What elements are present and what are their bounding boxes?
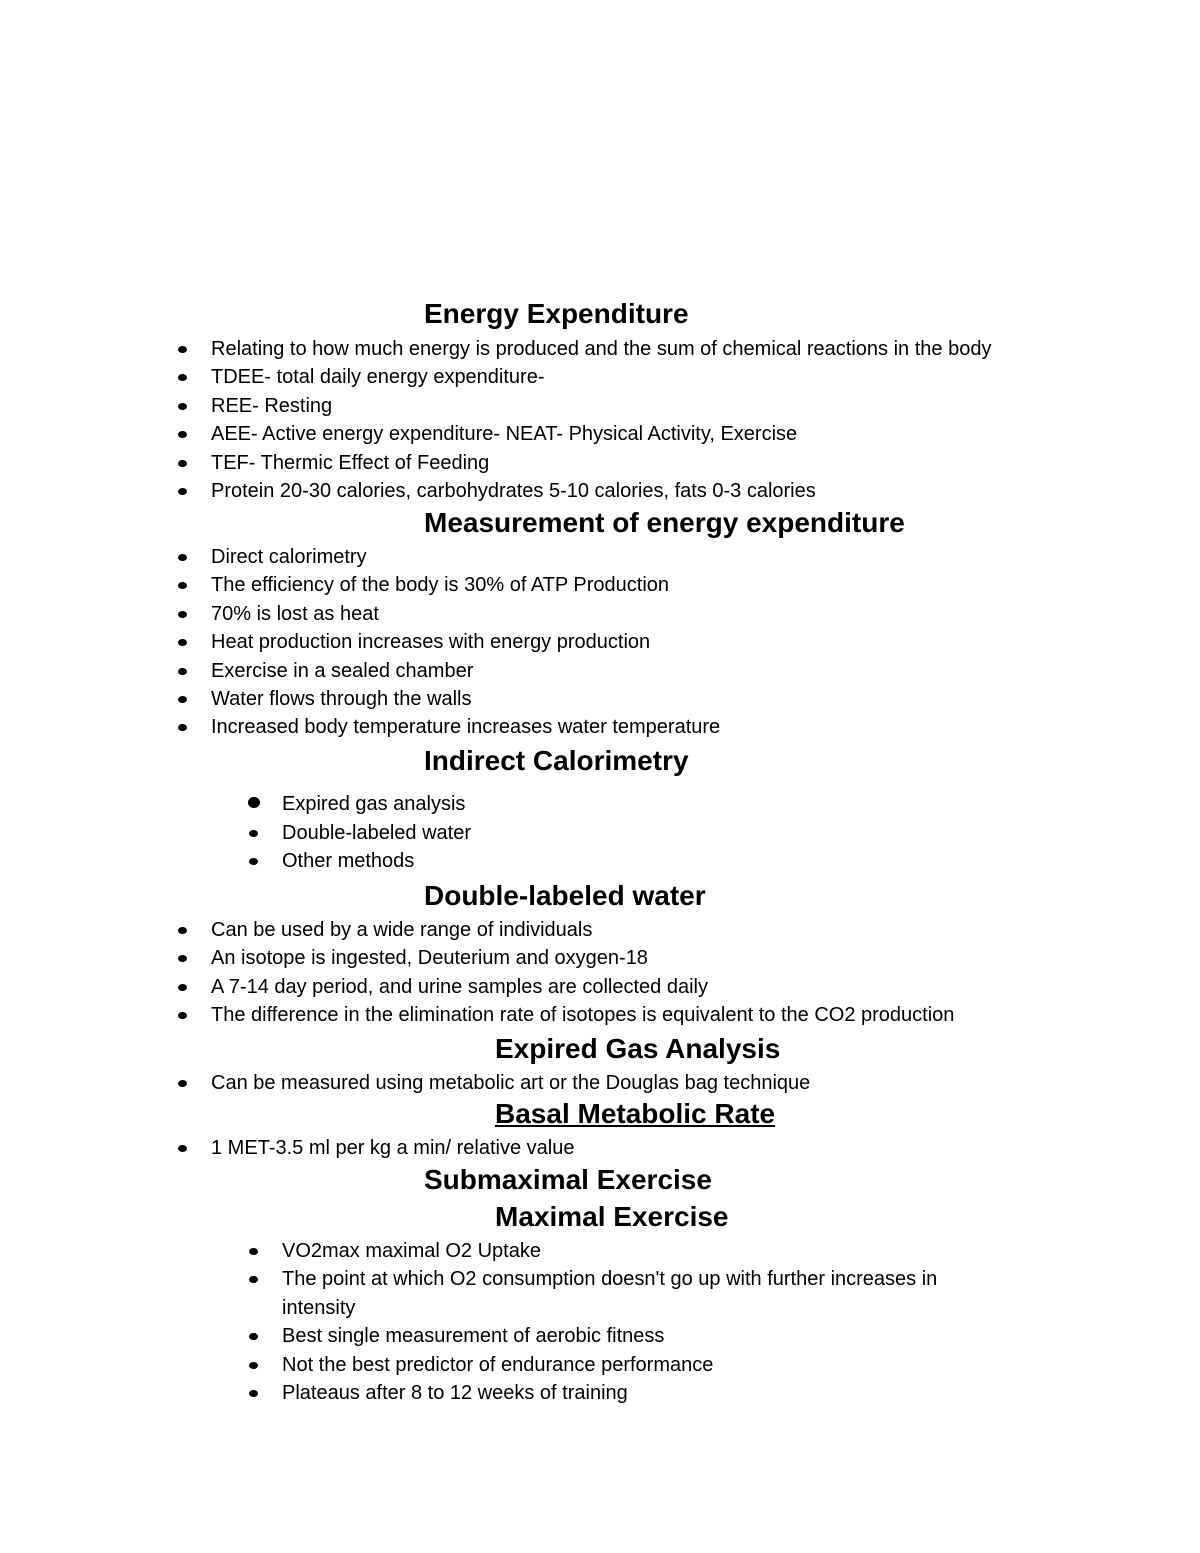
- bullet-icon: [178, 1080, 187, 1087]
- list-energy-expenditure: [178, 335, 991, 505]
- bullet-icon: [178, 488, 187, 495]
- heading-submaximal-exercise: Submaximal Exercise: [424, 1164, 712, 1195]
- list-double-labeled-water: [178, 916, 954, 1030]
- bullet-icon: [178, 696, 187, 703]
- list-item: Other methods: [249, 847, 471, 875]
- list-item: Not the best predictor of endurance performance: [249, 1351, 1002, 1379]
- list-item: Heat production increases with energy production: [178, 628, 720, 656]
- list-item: Relating to how much energy is produced and the sum of chemical reactions in the body: [178, 335, 991, 363]
- list-item: Can be used by a wide range of individuals: [178, 916, 954, 944]
- bullet-icon: [178, 1012, 187, 1019]
- list-item: REE- Resting: [178, 392, 991, 420]
- bullet-icon: [178, 460, 187, 467]
- bullet-icon: [178, 724, 187, 731]
- heading-maximal-exercise: Maximal Exercise: [495, 1201, 729, 1232]
- list-item: AEE- Active energy expenditure- NEAT- Physical Activity, Exercise: [178, 420, 991, 448]
- heading-double-labeled-water: Double-labeled water: [424, 880, 706, 911]
- bullet-icon: [249, 1390, 258, 1397]
- list-item: Plateaus after 8 to 12 weeks of training: [249, 1379, 1002, 1407]
- list-item: Direct calorimetry: [178, 543, 720, 571]
- bullet-icon: [178, 611, 187, 618]
- list-item: Exercise in a sealed chamber: [178, 657, 720, 685]
- list-item: VO2max maximal O2 Uptake: [249, 1237, 1002, 1265]
- list-item: 70% is lost as heat: [178, 600, 720, 628]
- list-item: Best single measurement of aerobic fitness: [249, 1322, 1002, 1350]
- list-item: TDEE- total daily energy expenditure-: [178, 363, 991, 391]
- bullet-icon: [249, 1362, 258, 1369]
- heading-indirect-calorimetry: Indirect Calorimetry: [424, 745, 689, 776]
- heading-basal-metabolic-rate: Basal Metabolic Rate: [495, 1098, 776, 1129]
- list-item: Increased body temperature increases water temperature: [178, 713, 720, 741]
- list-maximal-exercise: [249, 1237, 1002, 1407]
- heading-expired-gas-analysis: Expired Gas Analysis: [495, 1033, 781, 1064]
- list-item: The efficiency of the body is 30% of ATP Production: [178, 571, 720, 599]
- bullet-icon: [178, 403, 187, 410]
- list-item: The difference in the elimination rate of isotopes is equivalent to the CO2 production: [178, 1001, 954, 1029]
- bullet-icon: [178, 984, 187, 991]
- bullet-icon: [178, 554, 187, 561]
- bullet-icon: [178, 582, 187, 589]
- bullet-icon: [249, 858, 258, 865]
- list-item: Expired gas analysis: [249, 789, 471, 819]
- list-item: Can be measured using metabolic art or the Douglas bag technique: [178, 1069, 810, 1097]
- list-item: Protein 20-30 calories, carbohydrates 5-10 calories, fats 0-3 calories: [178, 477, 991, 505]
- list-item: Double-labeled water: [249, 819, 471, 847]
- bullet-icon: [178, 668, 187, 675]
- heading-energy-expenditure: Energy Expenditure: [424, 298, 689, 329]
- list-item: A 7-14 day period, and urine samples are collected daily: [178, 973, 954, 1001]
- list-expired-gas-analysis: [178, 1069, 810, 1097]
- bullet-icon: [178, 374, 187, 381]
- bullet-icon: [249, 1248, 258, 1255]
- bullet-icon: [178, 955, 187, 962]
- list-item: 1 MET-3.5 ml per kg a min/ relative value: [178, 1134, 574, 1162]
- list-basal-metabolic-rate: [178, 1134, 574, 1162]
- list-item: An isotope is ingested, Deuterium and oxygen-18: [178, 944, 954, 972]
- list-measurement-energy-expenditure: [178, 543, 720, 742]
- heading-measurement-energy-expenditure: Measurement of energy expenditure: [424, 507, 905, 538]
- bullet-icon: [178, 927, 187, 934]
- bullet-icon: [178, 1145, 187, 1152]
- bullet-icon: [248, 797, 260, 808]
- list-indirect-calorimetry: [249, 789, 471, 876]
- bullet-icon: [178, 639, 187, 646]
- list-item: The point at which O2 consumption doesn't go up with further increases in intensity: [249, 1265, 1002, 1322]
- list-item: TEF- Thermic Effect of Feeding: [178, 449, 991, 477]
- list-item: Water flows through the walls: [178, 685, 720, 713]
- bullet-icon: [178, 431, 187, 438]
- bullet-icon: [249, 830, 258, 837]
- bullet-icon: [178, 346, 187, 353]
- bullet-icon: [249, 1333, 258, 1340]
- bullet-icon: [249, 1276, 258, 1283]
